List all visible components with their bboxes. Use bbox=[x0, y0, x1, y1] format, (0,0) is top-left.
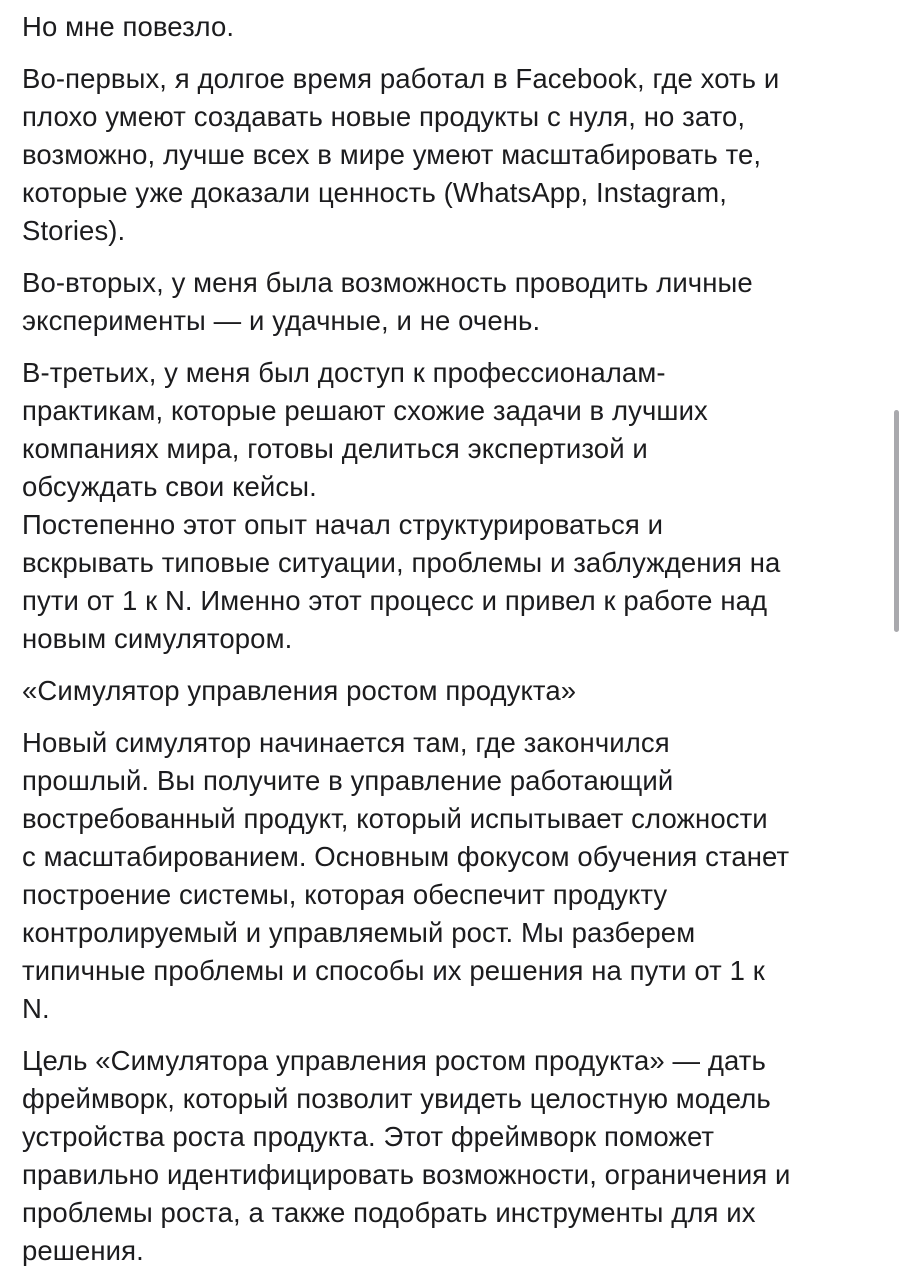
paragraph bbox=[22, 672, 884, 710]
text-line: прошлый. Вы получите в управление работающий bbox=[22, 765, 674, 796]
text-line: плохо умеют создавать новые продукты с нуля, но зато, bbox=[22, 101, 746, 132]
text-line: типичные проблемы и способы их решения на пути от 1 к bbox=[22, 955, 765, 986]
paragraph bbox=[22, 8, 884, 46]
text-line: Новый симулятор начинается там, где закончился bbox=[22, 727, 670, 758]
text-line: Во-первых, я долгое время работал в Facebook, где хоть и bbox=[22, 63, 780, 94]
text-line: В-третьих, у меня был доступ к профессионалам- bbox=[22, 357, 666, 388]
paragraph bbox=[22, 354, 884, 658]
text-line: Постепенно этот опыт начал структурироваться и bbox=[22, 509, 664, 540]
text-line: пути от 1 к N. Именно этот процесс и привел к работе над bbox=[22, 585, 768, 616]
text-line: возможно, лучше всех в мире умеют масштабировать те, bbox=[22, 139, 762, 170]
text-line: обсуждать свои кейсы. bbox=[22, 471, 317, 502]
text-line: устройства роста продукта. Этот фреймворк поможет bbox=[22, 1121, 715, 1152]
text-line: практикам, которые решают схожие задачи в лучших bbox=[22, 395, 708, 426]
text-line: Stories). bbox=[22, 215, 126, 246]
paragraph bbox=[22, 724, 884, 1028]
text-line: которые уже доказали ценность (WhatsApp, Instagram, bbox=[22, 177, 727, 208]
text-line: компаниях мира, готовы делиться экспертизой и bbox=[22, 433, 648, 464]
text-line: «Симулятор управления ростом продукта» bbox=[22, 675, 577, 706]
text-line: проблемы роста, а также подобрать инструменты для их bbox=[22, 1197, 756, 1228]
text-line: эксперименты — и удачные, и не очень. bbox=[22, 305, 541, 336]
text-line: Во-вторых, у меня была возможность проводить личные bbox=[22, 267, 753, 298]
text-line: вскрывать типовые ситуации, проблемы и заблуждения на bbox=[22, 547, 781, 578]
paragraph bbox=[22, 1042, 884, 1270]
text-line: Но мне повезло. bbox=[22, 11, 235, 42]
text-line: Цель «Симулятора управления ростом продукта» — дать bbox=[22, 1045, 766, 1076]
post-text bbox=[22, 8, 884, 1284]
text-line: новым симулятором. bbox=[22, 623, 293, 654]
text-line: построение системы, которая обеспечит продукту bbox=[22, 879, 668, 910]
text-line: контролируемый и управляемый рост. Мы разберем bbox=[22, 917, 696, 948]
text-line: востребованный продукт, который испытывает сложности bbox=[22, 803, 768, 834]
paragraph bbox=[22, 60, 884, 250]
text-line: N. bbox=[22, 993, 50, 1024]
text-line: правильно идентифицировать возможности, ограничения и bbox=[22, 1159, 791, 1190]
scrollbar-thumb[interactable] bbox=[894, 410, 899, 632]
text-line: фреймворк, который позволит увидеть целостную модель bbox=[22, 1083, 771, 1114]
text-line: решения. bbox=[22, 1235, 144, 1266]
text-line: с масштабированием. Основным фокусом обучения станет bbox=[22, 841, 790, 872]
paragraph bbox=[22, 264, 884, 340]
